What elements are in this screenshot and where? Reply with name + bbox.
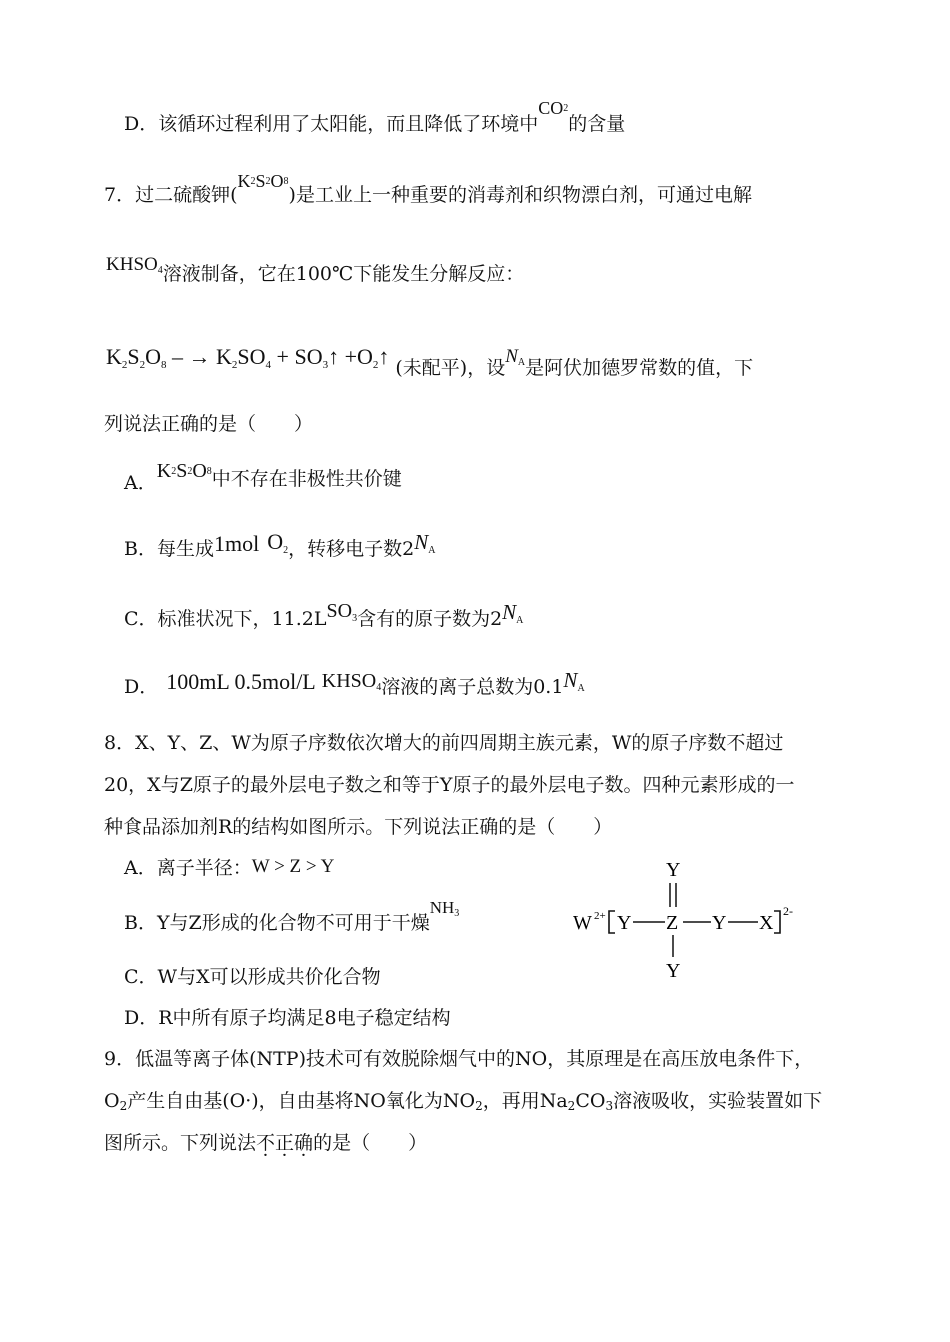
emphasis-char: 不 bbox=[256, 1132, 276, 1154]
emphasis-char: 正 bbox=[275, 1132, 295, 1154]
atom-w: W bbox=[573, 912, 592, 934]
option-label: A． bbox=[124, 857, 157, 879]
atom-y-top: Y bbox=[666, 859, 681, 881]
emphasis-char: 确 bbox=[294, 1132, 314, 1154]
q7-option-c: C．标准状况下，$11.2LSO_3$含有的原子数为2NA bbox=[124, 600, 524, 630]
question-number: 7． bbox=[104, 184, 136, 206]
formula-khso4: KHSO4 bbox=[106, 254, 163, 276]
q7-stem-line2: KHSO4溶液制备，它在100℃下能发生分解反应： bbox=[106, 254, 525, 285]
charge-anion: 2- bbox=[783, 904, 793, 918]
formula-ion-radius: W > Z > Y bbox=[251, 856, 335, 877]
q8-option-a: A．离子半径：W > Z > Y bbox=[124, 856, 335, 879]
q7-option-a: A．K2S2O8中不存在非极性共价键 bbox=[124, 460, 402, 494]
na-symbol: NA bbox=[563, 668, 585, 694]
na-symbol: NA bbox=[414, 530, 436, 556]
formula-khso4: KHSO4 bbox=[321, 670, 382, 693]
formula-nh3: NH3 bbox=[429, 898, 460, 919]
option-label: B． bbox=[124, 912, 157, 934]
option-text: 该循环过程利用了太阳能，而且降低了环境中 bbox=[158, 113, 539, 135]
atom-y-bottom: Y bbox=[666, 960, 681, 982]
q7-option-d: D． 100mL 0.5mol/L KHSO4溶液的离子总数为0.1NA bbox=[124, 668, 585, 698]
formula-o2: O2 bbox=[267, 529, 289, 556]
option-label: C． bbox=[124, 608, 158, 630]
formula-co2: CO2 bbox=[538, 98, 569, 118]
q7-equation-line: $K_2S_2O_8$ – → $K_2SO_4$ + $SO_3↑$ $+O_2↑$ (未配平)，设NA是阿伏加德罗常数的值，下 bbox=[106, 344, 754, 379]
formula-k2s2o8: K2S2O8 bbox=[237, 171, 289, 191]
q8-stem-line2: 20，X与Z原子的最外层电子数之和等于Y原子的最外层电子数。四种元素形成的一 bbox=[104, 774, 795, 796]
q7-stem-line4: 列说法正确的是（ ） bbox=[104, 413, 314, 435]
right-bracket bbox=[774, 911, 780, 933]
option-label: C． bbox=[124, 966, 158, 988]
chemical-equation: $K_2S_2O_8$ – → $K_2SO_4$ + $SO_3↑$ $+O_2↑$ bbox=[106, 344, 390, 371]
formula-so3: $SO_3$ bbox=[326, 600, 358, 624]
q8-option-c: C．W与X可以形成共价化合物 bbox=[124, 966, 381, 988]
q8-option-b: B．Y与Z形成的化合物不可用于干燥NH3 bbox=[124, 898, 460, 934]
q9-stem-line1: 9．低温等离子体(NTP)技术可有效脱除烟气中的NO，其原理是在高压放电条件下， bbox=[104, 1048, 814, 1070]
atom-z: Z bbox=[666, 912, 679, 934]
q8-stem-line3: 种食品添加剂R的结构如图所示。下列说法正确的是（ ） bbox=[104, 816, 613, 838]
charge-w: 2+ bbox=[594, 910, 606, 922]
option-label: D． bbox=[124, 1007, 159, 1029]
option-label: A． bbox=[124, 472, 157, 494]
q6-option-d: D．该循环过程利用了太阳能，而且降低了环境中CO2的含量 bbox=[124, 98, 626, 135]
option-label: B． bbox=[124, 538, 157, 560]
q7-stem-line1: 7．过二硫酸钾(K2S2O8)是工业上一种重要的消毒剂和织物漂白剂，可通过电解 bbox=[104, 171, 752, 206]
formula-k2s2o8: K2S2O8 bbox=[156, 460, 212, 482]
q7-option-b: B．每生成1mol O2，转移电子数2NA bbox=[124, 529, 436, 560]
option-label: D． bbox=[124, 676, 159, 698]
q9-stem-line2: $O_2$产生自由基(O·)，自由基将NO氧化为$NO_2$，再用$Na_2CO_3$溶液吸收，实验装置如下 bbox=[104, 1090, 823, 1113]
q8-stem-line1: 8．X、Y、Z、W为原子序数依次增大的前四周期主族元素，W的原子序数不超过 bbox=[104, 732, 784, 754]
q8-option-d: D．R中所有原子均满足8电子稳定结构 bbox=[124, 1007, 451, 1029]
atom-x: X bbox=[759, 912, 774, 934]
atom-y-right: Y bbox=[712, 912, 727, 934]
na-symbol: NA bbox=[505, 346, 526, 368]
left-bracket bbox=[609, 911, 615, 933]
atom-y-left: Y bbox=[617, 912, 632, 934]
option-label: D． bbox=[124, 113, 159, 135]
q9-stem-line3: 图所示。下列说法不正确的是（ ） bbox=[104, 1132, 428, 1154]
na-symbol: NA bbox=[502, 600, 524, 626]
structure-diagram bbox=[565, 855, 815, 985]
